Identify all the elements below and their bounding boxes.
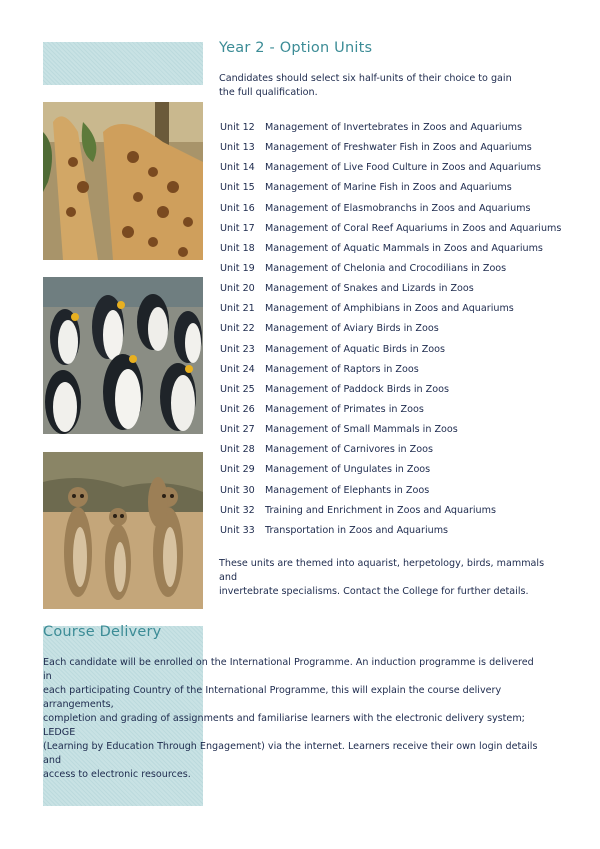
unit-item (220, 403, 561, 423)
intro-paragraph (219, 72, 539, 100)
unit-code: Unit 12 (220, 122, 255, 133)
unit-code: Unit 22 (220, 323, 255, 335)
unit-item (220, 463, 561, 483)
unit-title: Management of Marine Fish in Zoos and Aquariums (265, 182, 512, 194)
unit-code: Unit 21 (220, 303, 255, 315)
themes-line: These units are themed into aquarist, herpetology, birds, mammals and (219, 558, 545, 583)
delivery-line: completion and grading of assignments and familiarise learners with the electronic delivery system; LEDGE (43, 713, 525, 738)
unit-title: Management of Ungulates in Zoos (265, 464, 431, 476)
intro-line: the full qualification. (219, 87, 318, 98)
unit-title: Transportation in Zoos and Aquariums (265, 524, 449, 536)
unit-item (220, 383, 561, 403)
unit-item (220, 242, 561, 262)
unit-title: Management of Coral Reef Aquariums in Zoos and Aquariums (265, 222, 562, 234)
unit-code: Unit 16 (220, 202, 255, 214)
unit-code: Unit 19 (220, 262, 255, 274)
unit-item (220, 262, 561, 282)
unit-title: Management of Chelonia and Crocodilians in Zoos (265, 262, 507, 274)
unit-item (220, 524, 561, 544)
unit-code: Unit 24 (220, 363, 255, 375)
unit-code: Unit 26 (220, 403, 255, 415)
unit-item (220, 343, 561, 363)
unit-title: Management of Small Mammals in Zoos (265, 424, 458, 436)
unit-code: Unit 29 (220, 464, 255, 476)
unit-item (220, 363, 561, 383)
unit-code: Unit 15 (220, 182, 255, 194)
unit-item (220, 302, 561, 322)
unit-title: Management of Paddock Birds in Zoos (265, 383, 449, 395)
unit-code: Unit 27 (220, 424, 255, 436)
unit-title: Training and Enrichment in Zoos and Aquariums (265, 504, 496, 516)
themes-line: invertebrate specialisms. Contact the College for further details. (219, 586, 529, 597)
unit-item (220, 222, 561, 242)
unit-title: Management of Raptors in Zoos (265, 363, 419, 375)
unit-code: Unit 13 (220, 142, 255, 154)
unit-item (220, 141, 561, 161)
unit-code: Unit 32 (220, 504, 255, 516)
meerkats-photo (43, 452, 203, 609)
unit-item (220, 121, 561, 141)
unit-title: Management of Carnivores in Zoos (265, 444, 433, 456)
unit-item (220, 322, 561, 342)
unit-item (220, 504, 561, 524)
unit-item (220, 282, 561, 302)
unit-code: Unit 14 (220, 162, 255, 174)
unit-title: Management of Amphibians in Zoos and Aquariums (265, 303, 514, 315)
unit-code: Unit 17 (220, 222, 255, 234)
unit-title: Management of Primates in Zoos (265, 403, 424, 415)
themes-paragraph (219, 557, 564, 599)
delivery-line: (Learning by Education Through Engagement) via the internet. Learners receive their own login details and (43, 741, 538, 766)
unit-title: Management of Aviary Birds in Zoos (265, 323, 439, 335)
delivery-line: access to electronic resources. (43, 769, 191, 780)
giraffes-photo (43, 102, 203, 260)
intro-line: Candidates should select six half-units of their choice to gain (219, 73, 512, 84)
unit-title: Management of Elasmobranchs in Zoos and Aquariums (265, 202, 531, 214)
unit-title: Management of Elephants in Zoos (265, 484, 430, 496)
unit-code: Unit 25 (220, 383, 255, 395)
unit-title: Management of Invertebrates in Zoos and Aquariums (265, 122, 522, 133)
unit-code: Unit 33 (220, 524, 255, 536)
unit-item (220, 161, 561, 181)
section-heading-options: Year 2 - Option Units (219, 40, 373, 56)
unit-code: Unit 18 (220, 242, 255, 254)
unit-code: Unit 23 (220, 343, 255, 355)
unit-item (220, 202, 561, 222)
section-heading-delivery: Course Delivery (43, 624, 162, 640)
delivery-line: each participating Country of the International Programme, this will explain the course delivery arrangements, (43, 685, 502, 710)
unit-list (220, 121, 561, 544)
delivery-line: Each candidate will be enrolled on the International Programme. An induction programme is delivered in (43, 657, 534, 682)
penguins-photo (43, 277, 203, 434)
unit-item (220, 484, 561, 504)
unit-code: Unit 30 (220, 484, 255, 496)
unit-title: Management of Snakes and Lizards in Zoos (265, 283, 474, 295)
unit-item (220, 443, 561, 463)
unit-item (220, 423, 561, 443)
unit-code: Unit 28 (220, 444, 255, 456)
unit-item (220, 181, 561, 201)
unit-code: Unit 20 (220, 283, 255, 295)
unit-title: Management of Freshwater Fish in Zoos and Aquariums (265, 142, 532, 154)
decorative-block-top (43, 42, 203, 85)
unit-title: Management of Aquatic Birds in Zoos (265, 343, 446, 355)
delivery-paragraph (43, 656, 543, 782)
unit-title: Management of Aquatic Mammals in Zoos and Aquariums (265, 242, 543, 254)
unit-title: Management of Live Food Culture in Zoos and Aquariums (265, 162, 541, 174)
